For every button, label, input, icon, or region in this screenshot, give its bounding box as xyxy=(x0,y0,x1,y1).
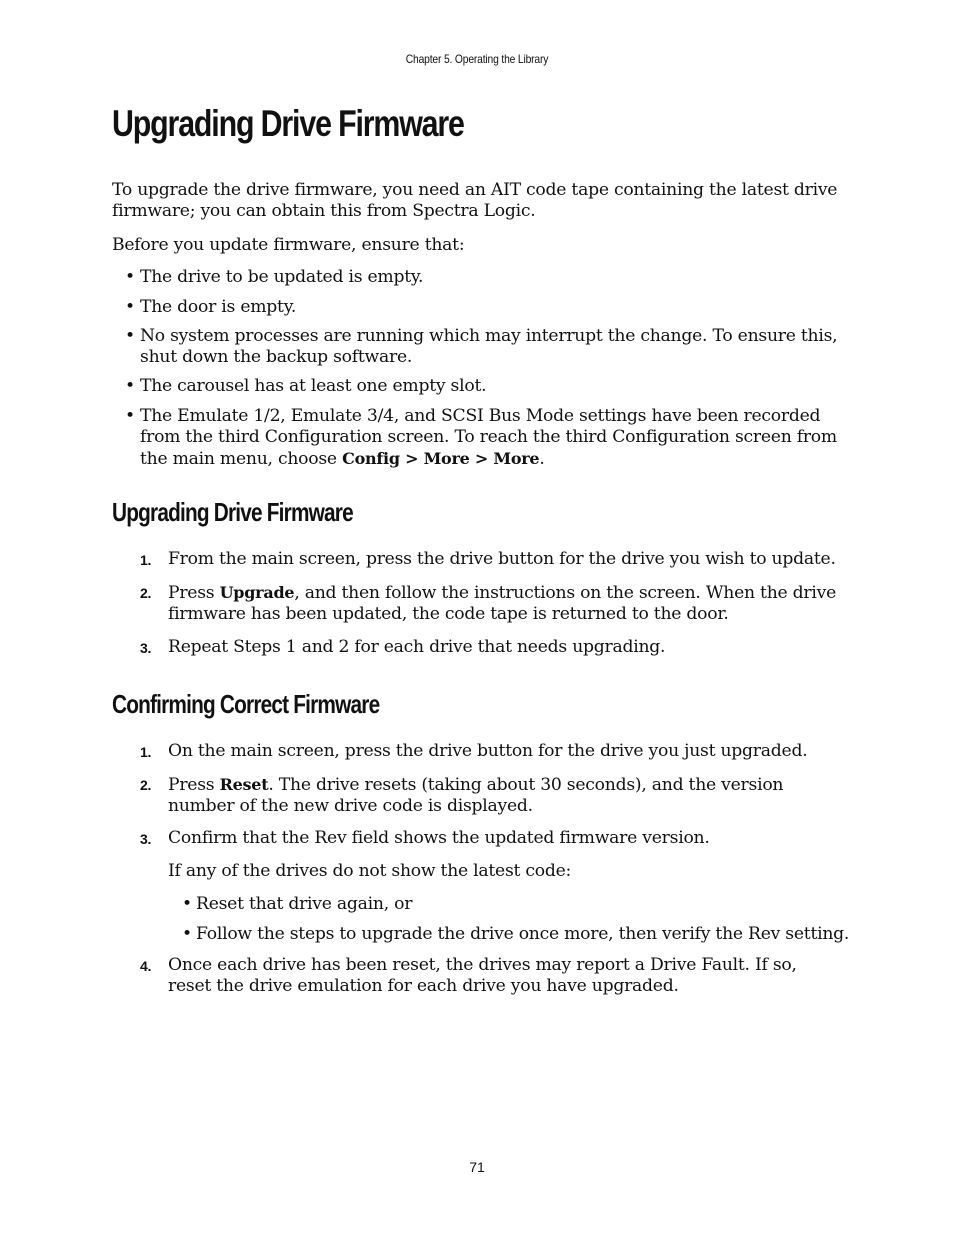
page-number: 71 xyxy=(469,1159,485,1175)
step-item: 2. Press Upgrade, and then follow the instructions on the screen. When the drive firmware has been updated, the code tape is returned to the door. xyxy=(140,583,836,624)
step-item: 3. Confirm that the Rev field shows the updated firmware version. xyxy=(140,828,710,848)
step-number: 1. xyxy=(140,552,152,568)
step-item: 2. Press Reset. The drive resets (taking about 30 seconds), and the version number of the new drive code is displayed. xyxy=(140,775,784,816)
step-number: 2. xyxy=(140,777,152,793)
section-heading-upgrading: Upgrading Drive Firmware xyxy=(112,497,353,527)
menu-path-keyword: Config > More > More xyxy=(342,449,540,468)
prerequisites-lead: Before you update firmware, ensure that: xyxy=(112,235,465,255)
page-title: Upgrading Drive Firmware xyxy=(112,103,464,144)
bullet-marker: • xyxy=(125,376,135,396)
step-item: 3. Repeat Steps 1 and 2 for each drive that needs upgrading. xyxy=(140,637,666,657)
running-header: Chapter 5. Operating the Library xyxy=(405,52,549,66)
button-keyword: Reset xyxy=(219,775,269,794)
step-number: 3. xyxy=(140,640,152,656)
button-keyword: Upgrade xyxy=(219,583,295,602)
list-item: • No system processes are running which may interrupt the change. To ensure this, shut down the backup software. xyxy=(125,326,838,367)
list-item: • The carousel has at least one empty slot. xyxy=(125,376,487,396)
list-item: • The Emulate 1/2, Emulate 3/4, and SCSI Bus Mode settings have been recorded from the third Configuration screen. To reach the third Configuration screen from the main menu, choose Config > More > More. xyxy=(125,406,837,469)
intro-paragraph: To upgrade the drive firmware, you need an AIT code tape containing the latest drive firmware; you can obtain this from Spectra Logic. xyxy=(112,180,838,221)
step-note: If any of the drives do not show the latest code: xyxy=(168,861,572,881)
bullet-marker: • xyxy=(182,924,192,944)
bullet-marker: • xyxy=(125,297,135,317)
list-item: • The door is empty. xyxy=(125,297,297,317)
step-number: 2. xyxy=(140,585,152,601)
step-item: 1. From the main screen, press the drive button for the drive you wish to update. xyxy=(140,549,836,569)
step-number: 1. xyxy=(140,744,152,760)
list-item: • Follow the steps to upgrade the drive once more, then verify the Rev setting. xyxy=(182,924,850,944)
step-number: 3. xyxy=(140,831,152,847)
step-item: 4. Once each drive has been reset, the drives may report a Drive Fault. If so, reset the drive emulation for each drive you have upgraded. xyxy=(140,955,797,996)
bullet-marker: • xyxy=(125,267,135,287)
section-heading-confirming: Confirming Correct Firmware xyxy=(112,689,380,719)
list-item: • The drive to be updated is empty. xyxy=(125,267,424,287)
bullet-marker: • xyxy=(182,894,192,914)
bullet-marker: • xyxy=(125,406,135,426)
bullet-marker: • xyxy=(125,326,135,346)
step-number: 4. xyxy=(140,958,152,974)
list-item: • Reset that drive again, or xyxy=(182,894,413,914)
step-item: 1. On the main screen, press the drive button for the drive you just upgraded. xyxy=(140,741,808,761)
